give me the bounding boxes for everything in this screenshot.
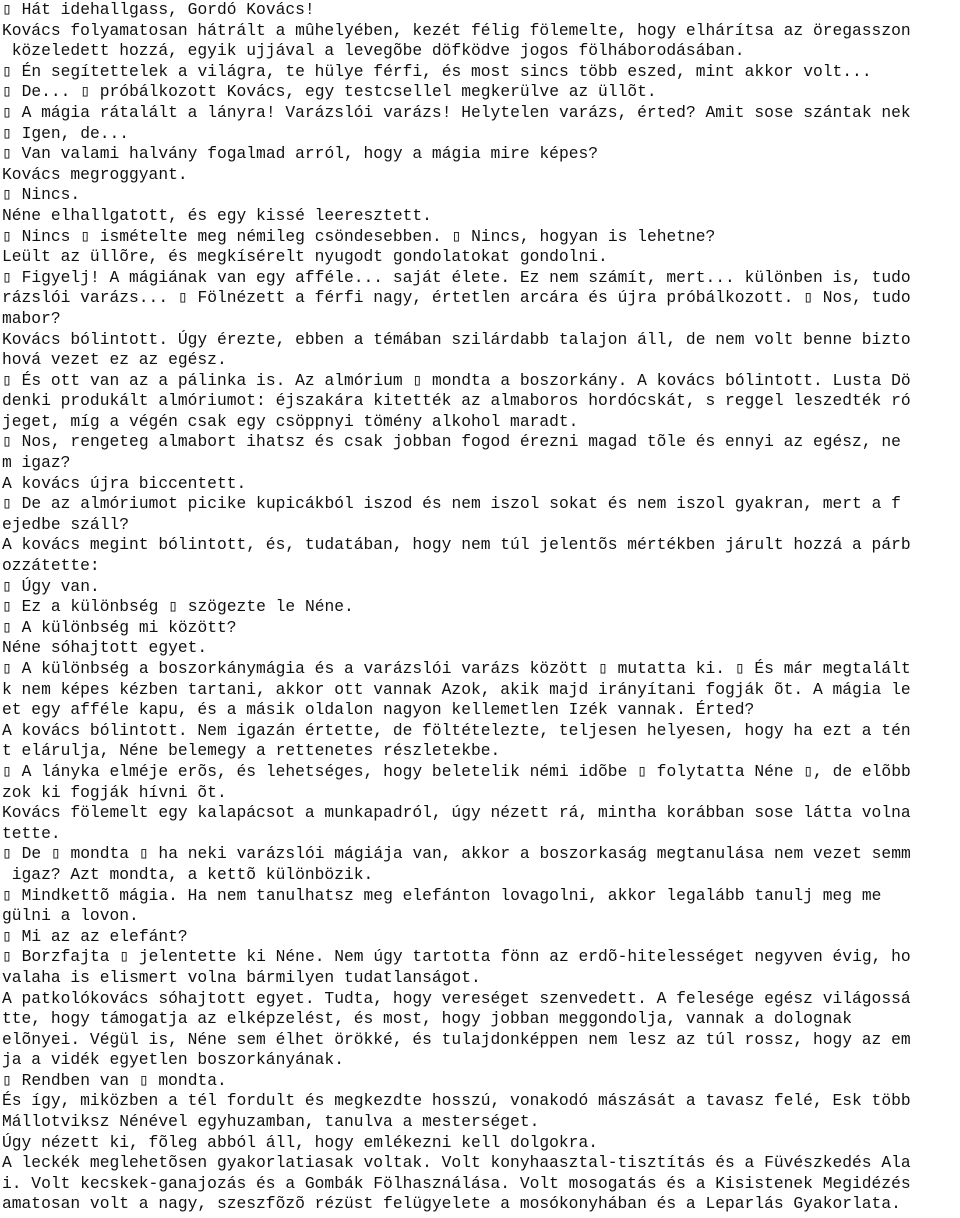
text-line: ▯ Nincs. — [2, 185, 81, 205]
text-line: zok ki fogják hívni õt. — [2, 782, 227, 802]
text-line: ▯ Igen, de... — [2, 123, 130, 143]
text-line: ▯ Ez a különbség ▯ szögezte le Néne. — [2, 597, 354, 617]
text-line: denki produkált almóriumot: éjszakára kitették az almaboros hordócskát, s reggel leszedték ró — [2, 391, 911, 411]
text-line: mabor? — [2, 308, 61, 328]
text-line: ▯ Borzfajta ▯ jelentette ki Néne. Nem úgy tartotta fönn az erdõ-hitelességet negyven évig, ho — [2, 947, 911, 967]
text-line: jeget, míg a végén csak egy csöppnyi tömény alkohol maradt. — [2, 411, 579, 431]
text-line: ▯ Van valami halvány fogalmad arról, hogy a mágia mire képes? — [2, 144, 599, 164]
text-line: A leckék meglehetõsen gyakorlatiasak voltak. Volt konyhaasztal-tisztítás és a Füvészkedés Ala — [2, 1153, 911, 1173]
text-line: igaz? Azt mondta, a kettõ különbözik. — [2, 864, 374, 884]
text-line: k nem képes kézben tartani, akkor ott vannak Azok, akik majd irányítani fogják õt. A mágia le — [2, 679, 911, 699]
text-line: ja a vidék egyetlen boszorkányának. — [2, 1050, 344, 1070]
text-line: Néne elhallgatott, és egy kissé leeresztett. — [2, 205, 432, 225]
text-line: Kovács fölemelt egy kalapácsot a munkapadról, úgy nézett rá, mintha korábban sose látta volna — [2, 803, 911, 823]
text-line: ▯ A különbség mi között? — [2, 617, 237, 637]
text-line: Néne sóhajtott egyet. — [2, 638, 208, 658]
text-line: ▯ Mindkettõ mágia. Ha nem tanulhatsz meg elefánton lovagolni, akkor legalább tanulj meg me — [2, 885, 882, 905]
text-line: ▯ Mi az az elefánt? — [2, 926, 188, 946]
text-line: ▯ A lányka elméje erõs, és lehetséges, hogy beletelik némi idõbe ▯ folytatta Néne ▯, de elõbb — [2, 761, 911, 781]
text-line: gülni a lovon. — [2, 906, 139, 926]
text-line: Kovács folyamatosan hátrált a mûhelyében, kezét félig fölemelte, hogy elhárítsa az öregasszon — [2, 20, 911, 40]
text-line: ▯ De... ▯ próbálkozott Kovács, egy testcsellel megkerülve az üllõt. — [2, 82, 657, 102]
text-line: tette. — [2, 823, 61, 843]
text-line: közeledett hozzá, egyik ujjával a levegõbe döfködve jogos fölháborodásában. — [2, 41, 745, 61]
text-line: Mállotviksz Nénével egyhuzamban, tanulva a mesterséget. — [2, 1112, 540, 1132]
text-line: ▯ De az almóriumot picike kupicákból iszod és nem iszol sokat és nem iszol gyakran, mert a f — [2, 494, 901, 514]
text-line: t elárulja, Néne belemegy a rettenetes részletekbe. — [2, 741, 501, 761]
text-line: valaha is elismert volna bármilyen tudatlanságot. — [2, 967, 481, 987]
text-line: És így, miközben a tél fordult és megkezdte hosszú, vonakodó mászását a tavasz felé, Esk több — [2, 1091, 911, 1111]
text-line: A kovács bólintott. Nem igazán értette, de föltételezte, teljesen helyesen, hogy ha ezt a tén — [2, 720, 911, 740]
text-line: rázslói varázs... ▯ Fölnézett a férfi nagy, értetlen arcára és újra próbálkozott. ▯ Nos, tudo — [2, 288, 911, 308]
text-line: ▯ A különbség a boszorkánymágia és a varázslói varázs között ▯ mutatta ki. ▯ És már megtalált — [2, 659, 911, 678]
text-line: elõnyei. Végül is, Néne sem élhet örökké, és tulajdonképpen nem lesz az túl rossz, hogy az em — [2, 1029, 911, 1049]
text-line: ejedbe száll? — [2, 514, 130, 534]
text-line: ozzátette: — [2, 556, 100, 576]
text-line: ▯ Nos, rengeteg almabort ihatsz és csak jobban fogod érezni magad tõle és ennyi az egész, ne — [2, 432, 901, 452]
text-line: Úgy nézett ki, fõleg abból áll, hogy emlékezni kell dolgokra. — [2, 1132, 598, 1152]
text-line: ▯ De ▯ mondta ▯ ha neki varázslói mágiája van, akkor a boszorkaság megtanulása nem vezet semm — [2, 844, 911, 864]
text-line: A kovács megint bólintott, és, tudatában, hogy nem túl jelentõs mértékben járult hozzá a párb — [2, 535, 911, 555]
text-line: amatosan volt a nagy, szeszfõzõ rézüst felügyelete a mosókonyhában és a Leparlás Gyakorlata. — [2, 1194, 901, 1214]
text-line: ▯ Nincs ▯ ismételte meg némileg csöndesebben. ▯ Nincs, hogyan is lehetne? — [2, 226, 716, 246]
text-line: m igaz? — [2, 453, 71, 473]
text-line: A kovács újra biccentett. — [2, 473, 247, 493]
text-line: ▯ Rendben van ▯ mondta. — [2, 1070, 227, 1090]
text-line: ▯ És ott van az a pálinka is. Az almórium ▯ mondta a boszorkány. A kovács bólintott. Lusta Dö — [2, 370, 911, 390]
text-line: ▯ Én segítettelek a világra, te hülye férfi, és most sincs több eszed, mint akkor volt... — [2, 61, 872, 81]
text-line: ▯ Úgy van. — [2, 576, 100, 596]
text-line: ▯ Figyelj! A mágiának van egy afféle... saját élete. Ez nem számít, mert... különben is, tudo — [2, 267, 911, 287]
text-line: hová vezet ez az egész. — [2, 350, 227, 370]
text-line: Leült az üllõre, és megkísérelt nyugodt gondolatokat gondolni. — [2, 247, 608, 267]
text-line: ▯ Hát idehallgass, Gordó Kovács! — [2, 0, 315, 19]
text-line: Kovács megroggyant. — [2, 164, 188, 184]
text-line: et egy afféle kapu, és a másik oldalon nagyon kellemetlen Izék vannak. Érted? — [2, 700, 755, 720]
text-line: ▯ A mágia rátalált a lányra! Varázslói varázs! Helytelen varázs, érted? Amit sose szántak nek — [2, 102, 911, 122]
text-line: A patkolókovács sóhajtott egyet. Tudta, hogy vereséget szenvedett. A felesége egész világossá — [2, 988, 911, 1008]
text-line: tte, hogy támogatja az elképzelést, és most, hogy jobban meggondolja, vannak a dolognak — [2, 1009, 853, 1029]
text-line: Kovács bólintott. Úgy érezte, ebben a témában szilárdabb talajon áll, de nem volt benne bizto — [2, 329, 911, 349]
text-line: i. Volt kecskek-ganajozás és a Gombák Fölhasználása. Volt mosogatás és a Kisistenek Megidézés — [2, 1173, 911, 1193]
